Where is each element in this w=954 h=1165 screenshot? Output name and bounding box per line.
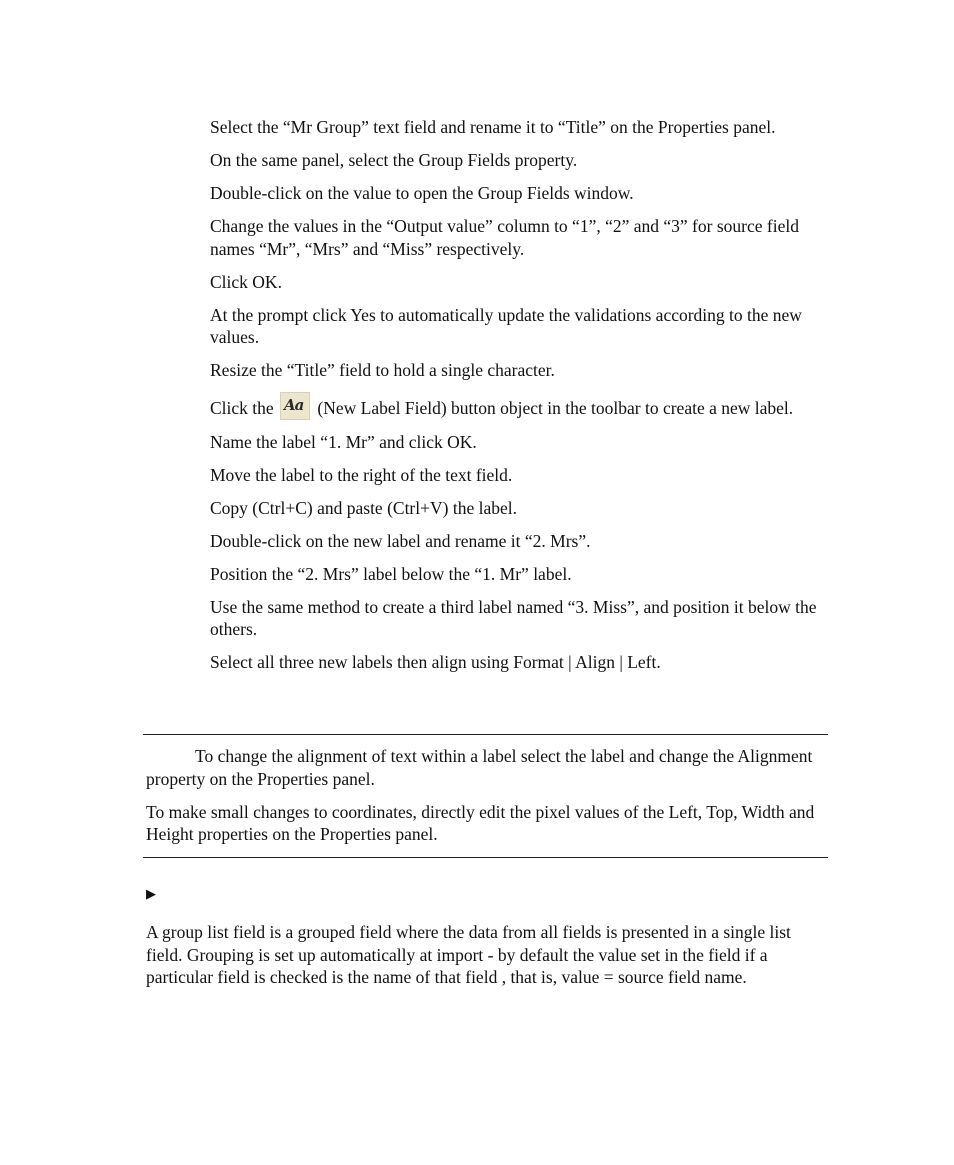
step-position-mrs: Position the “2. Mrs” label below the “1. Mr” label. xyxy=(210,563,572,584)
step-name-label: Name the label “1. Mr” and click OK. xyxy=(210,431,477,452)
step-open-group-fields: Double-click on the value to open the Group Fields window. xyxy=(210,183,634,203)
step-copy-paste: Copy (Ctrl+C) and paste (Ctrl+V) the label. xyxy=(210,497,517,518)
step-rename-title: Select the “Mr Group” text field and rename it to “Title” on the Properties panel. xyxy=(210,117,776,137)
step-third-label: Use the same method to create a third label named “3. Miss”, and position it below the others. xyxy=(210,596,817,639)
step-select-group-fields: On the same panel, select the Group Fields property. xyxy=(210,150,578,170)
procedure-steps xyxy=(210,116,822,684)
tip-note-box xyxy=(143,734,828,858)
new-label-field-icon-glyph: Aa xyxy=(284,396,304,414)
step-new-label xyxy=(210,392,822,420)
step-align-labels: Select all three new labels then align using Format | Align | Left. xyxy=(210,652,661,672)
tip-coordinates: To make small changes to coordinates, directly edit the pixel values of the Left, Top, Width and Height properties on the Properties panel. xyxy=(146,801,815,844)
step-click-ok: Click OK. xyxy=(210,271,282,292)
step-new-label-before: Click the xyxy=(210,398,274,418)
step-change-output-values: Change the values in the “Output value” column to “1”, “2” and “3” for source field names “Mr”, “Mrs” and “Miss” respectively. xyxy=(210,216,799,259)
tip-alignment: To change the alignment of text within a label select the label and change the Alignment property on the Properties panel. xyxy=(146,746,813,789)
step-rename-mrs: Double-click on the new label and rename it “2. Mrs”. xyxy=(210,530,591,551)
step-resize-title: Resize the “Title” field to hold a single character. xyxy=(210,360,555,380)
step-move-label: Move the label to the right of the text field. xyxy=(210,464,513,485)
new-label-field-icon xyxy=(280,392,310,420)
group-list-field-description: A group list field is a grouped field where the data from all fields is presented in a single list field. Grouping is set up automatically at import - by default the value set in the field if a particular field is checked is the name of that field , that is, value = source field name. xyxy=(146,922,791,987)
step-new-label-after: (New Label Field) button object in the toolbar to create a new label. xyxy=(317,398,794,418)
section-marker-icon: ▶ xyxy=(146,887,156,902)
step-update-validations: At the prompt click Yes to automatically update the validations according to the new values. xyxy=(210,304,802,347)
